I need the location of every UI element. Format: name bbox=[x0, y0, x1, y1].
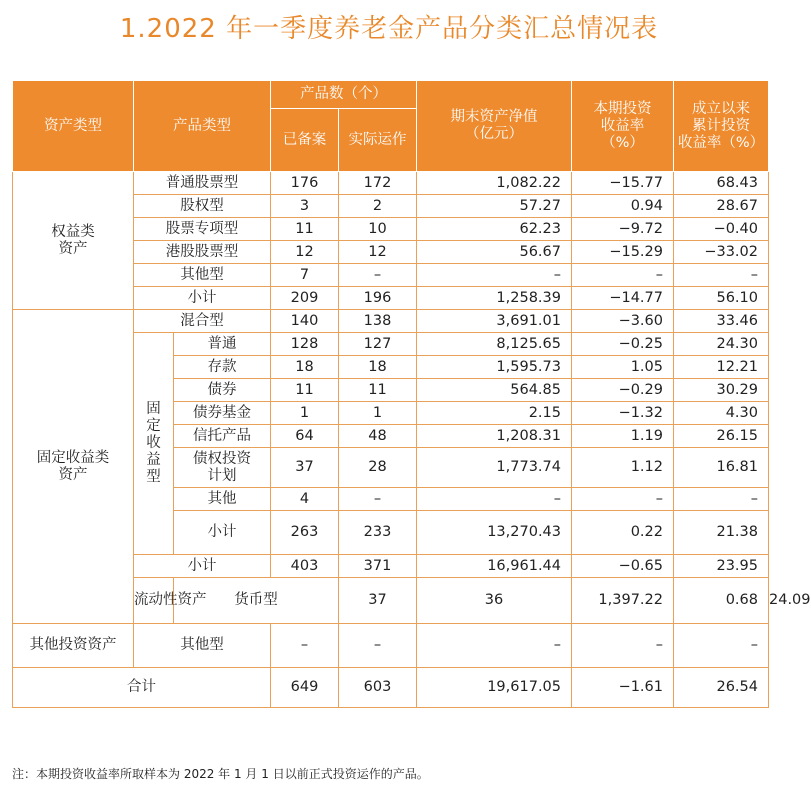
table-cell: 564.85 bbox=[417, 379, 572, 402]
table-cell: 33.46 bbox=[674, 310, 769, 333]
table-cell: 债券基金 bbox=[174, 402, 271, 425]
table-cell: 1 bbox=[271, 402, 339, 425]
table-cell: 合计 bbox=[13, 668, 271, 708]
table-cell: 1.19 bbox=[572, 425, 674, 448]
group-fixed-income: 固定收益类 资产 bbox=[13, 310, 134, 624]
table-cell: −0.29 bbox=[572, 379, 674, 402]
table-cell: −14.77 bbox=[572, 287, 674, 310]
table-cell: – bbox=[674, 264, 769, 287]
table-cell: 混合型 bbox=[134, 310, 271, 333]
table-cell: 3,691.01 bbox=[417, 310, 572, 333]
subgroup-fixed-income-type: 固 定 收 益 型 bbox=[134, 333, 174, 555]
table-cell: 港股股票型 bbox=[134, 241, 271, 264]
table-cell: 36 bbox=[417, 578, 572, 624]
table-cell: 股权型 bbox=[134, 195, 271, 218]
table-cell: −15.29 bbox=[572, 241, 674, 264]
table-cell: 1,397.22 bbox=[572, 578, 674, 624]
group-other-investment: 其他投资资产 bbox=[13, 624, 134, 668]
table-cell: 233 bbox=[339, 511, 417, 555]
table-cell: 其他型 bbox=[134, 264, 271, 287]
table-cell: 128 bbox=[271, 333, 339, 356]
table-cell: – bbox=[572, 264, 674, 287]
table-cell: −1.32 bbox=[572, 402, 674, 425]
pension-product-table bbox=[12, 80, 811, 708]
table-cell: 8,125.65 bbox=[417, 333, 572, 356]
table-cell: 209 bbox=[271, 287, 339, 310]
table-cell: 小计 bbox=[134, 287, 271, 310]
table-cell: 127 bbox=[339, 333, 417, 356]
table-cell: 2 bbox=[339, 195, 417, 218]
table-row bbox=[13, 172, 769, 195]
table-cell: 176 bbox=[271, 172, 339, 195]
table-cell: 1.12 bbox=[572, 448, 674, 488]
table-cell: 21.38 bbox=[674, 511, 769, 555]
table-cell: 68.43 bbox=[674, 172, 769, 195]
table-cell: 1.05 bbox=[572, 356, 674, 379]
table-cell: 小计 bbox=[174, 511, 271, 555]
table-cell: −3.60 bbox=[572, 310, 674, 333]
table-cell: – bbox=[417, 264, 572, 287]
table-cell: 649 bbox=[271, 668, 339, 708]
table-cell: – bbox=[339, 488, 417, 511]
table-cell: 18 bbox=[271, 356, 339, 379]
table-cell: 403 bbox=[271, 555, 339, 578]
table-cell: 普通股票型 bbox=[134, 172, 271, 195]
table-cell: – bbox=[674, 488, 769, 511]
table-cell: 172 bbox=[339, 172, 417, 195]
header-row-1 bbox=[13, 81, 769, 109]
table-cell: 7 bbox=[271, 264, 339, 287]
table-cell: – bbox=[339, 264, 417, 287]
table-cell: 37 bbox=[271, 448, 339, 488]
page-title: 1.2022 年一季度养老金产品分类汇总情况表 bbox=[119, 14, 659, 44]
table-cell: 13,270.43 bbox=[417, 511, 572, 555]
header-asset-type: 资产类型 bbox=[13, 81, 134, 172]
footnote: 注：本期投资收益率所取样本为 2022 年 1 月 1 日以前正式投资运作的产品。 bbox=[12, 767, 429, 781]
table-cell: 19,617.05 bbox=[417, 668, 572, 708]
table-cell: −0.25 bbox=[572, 333, 674, 356]
table-cell: 小计 bbox=[134, 555, 271, 578]
table-cell: −9.72 bbox=[572, 218, 674, 241]
table-cell: 12.21 bbox=[674, 356, 769, 379]
table-cell: 0.22 bbox=[572, 511, 674, 555]
table-cell: 1,595.73 bbox=[417, 356, 572, 379]
table-cell: 138 bbox=[339, 310, 417, 333]
table-cell: – bbox=[572, 488, 674, 511]
table-cell: 4 bbox=[271, 488, 339, 511]
table-cell: 263 bbox=[271, 511, 339, 555]
table-cell: – bbox=[271, 624, 339, 668]
table-cell: 62.23 bbox=[417, 218, 572, 241]
table-cell: 11 bbox=[339, 379, 417, 402]
header-product-type: 产品类型 bbox=[134, 81, 271, 172]
table-cell: – bbox=[417, 624, 572, 668]
table-cell: – bbox=[339, 624, 417, 668]
table-cell: 196 bbox=[339, 287, 417, 310]
table-cell: 1,258.39 bbox=[417, 287, 572, 310]
table-cell: −0.40 bbox=[674, 218, 769, 241]
table-cell: 23.95 bbox=[674, 555, 769, 578]
table-cell: 603 bbox=[339, 668, 417, 708]
table-cell: 2.15 bbox=[417, 402, 572, 425]
total-row bbox=[13, 668, 769, 708]
table-cell: 26.54 bbox=[674, 668, 769, 708]
header-period-return: 本期投资 收益率 （%） bbox=[572, 81, 674, 172]
header-operating: 实际运作 bbox=[339, 109, 417, 172]
header-filed: 已备案 bbox=[271, 109, 339, 172]
table-cell: 0.68 bbox=[674, 578, 769, 624]
table-cell: – bbox=[572, 624, 674, 668]
table-cell: 30.29 bbox=[674, 379, 769, 402]
table-cell: 债券 bbox=[174, 379, 271, 402]
header-nav: 期末资产净值 （亿元） bbox=[417, 81, 572, 172]
table-cell: 股票专项型 bbox=[134, 218, 271, 241]
table-cell: 57.27 bbox=[417, 195, 572, 218]
table-cell: 普通 bbox=[174, 333, 271, 356]
table-cell: 28.67 bbox=[674, 195, 769, 218]
table-cell: 货币型 bbox=[174, 578, 339, 624]
table-cell: 28 bbox=[339, 448, 417, 488]
table-cell: 1,773.74 bbox=[417, 448, 572, 488]
table-cell: 37 bbox=[339, 578, 417, 624]
table-cell: 10 bbox=[339, 218, 417, 241]
table-row bbox=[13, 310, 769, 333]
table-cell: 信托产品 bbox=[174, 425, 271, 448]
table-cell: 12 bbox=[339, 241, 417, 264]
table-row bbox=[13, 624, 769, 668]
table-cell: −15.77 bbox=[572, 172, 674, 195]
table-cell: 4.30 bbox=[674, 402, 769, 425]
table-cell: 债权投资 计划 bbox=[174, 448, 271, 488]
header-cumulative-return: 成立以来 累计投资 收益率（%） bbox=[674, 81, 769, 172]
table-cell: 3 bbox=[271, 195, 339, 218]
group-equity: 权益类 资产 bbox=[13, 172, 134, 310]
table-cell: 26.15 bbox=[674, 425, 769, 448]
table-cell: −1.61 bbox=[572, 668, 674, 708]
table-cell: 371 bbox=[339, 555, 417, 578]
table-cell: 64 bbox=[271, 425, 339, 448]
table-cell: 56.10 bbox=[674, 287, 769, 310]
table-cell: 12 bbox=[271, 241, 339, 264]
table-cell: 16.81 bbox=[674, 448, 769, 488]
table-cell: 140 bbox=[271, 310, 339, 333]
table-cell: – bbox=[674, 624, 769, 668]
table-cell: 24.30 bbox=[674, 333, 769, 356]
table-cell: 其他 bbox=[174, 488, 271, 511]
table-row: 流动性资产 货币型 37 36 1,397.22 0.68 24.09 bbox=[13, 578, 769, 624]
table-cell: 1 bbox=[339, 402, 417, 425]
table-cell: 1,208.31 bbox=[417, 425, 572, 448]
table-cell: −0.65 bbox=[572, 555, 674, 578]
table-cell: 48 bbox=[339, 425, 417, 448]
table-cell: 56.67 bbox=[417, 241, 572, 264]
table-cell: −33.02 bbox=[674, 241, 769, 264]
header-product-count: 产品数（个） bbox=[271, 81, 417, 109]
table-cell: – bbox=[417, 488, 572, 511]
table-cell: 1,082.22 bbox=[417, 172, 572, 195]
table-cell: 16,961.44 bbox=[417, 555, 572, 578]
table-cell: 其他型 bbox=[134, 624, 271, 668]
table-cell: 0.94 bbox=[572, 195, 674, 218]
table-cell: 11 bbox=[271, 218, 339, 241]
table-cell: 18 bbox=[339, 356, 417, 379]
table-cell: 11 bbox=[271, 379, 339, 402]
group-liquidity: 流动性资产 bbox=[134, 578, 174, 624]
table-cell: 存款 bbox=[174, 356, 271, 379]
